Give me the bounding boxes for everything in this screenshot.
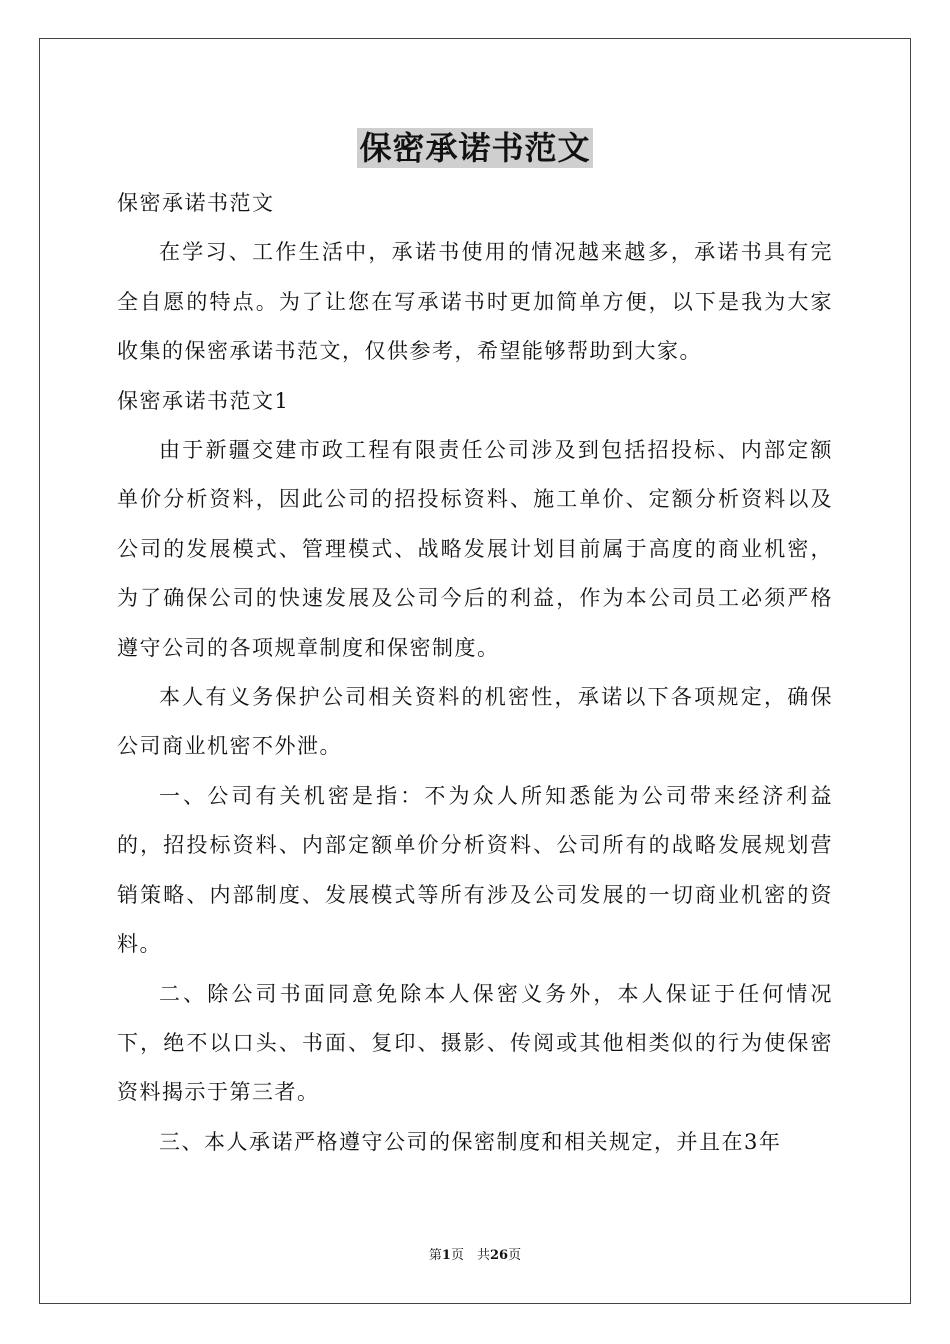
paragraph: 三、本人承诺严格遵守公司的保密制度和相关规定，并且在3年	[159, 1129, 782, 1154]
document-title: 保密承诺书范文	[359, 129, 591, 167]
paragraph: 在学习、工作生活中，承诺书使用的情况越来越多，承诺书具有完全自愿的特点。为了让您在写承诺书时更加简单方便，以下是我为大家收集的保密承诺书范文，仅供参考，希望能够帮助到大家。	[117, 240, 833, 364]
paragraph: 保密承诺书范文	[117, 191, 275, 215]
footer-current-page: 1	[441, 1248, 451, 1263]
paragraph: 一、公司有关机密是指：不为众人所知悉能为公司带来经济利益的，招投标资料、内部定额单价分析资料、公司所有的战略发展规划营销策略、内部制度、发展模式等所有涉及公司发展的一切商业机密的资料。	[117, 783, 833, 957]
page-footer	[0, 1247, 950, 1265]
footer-suffix: 页	[508, 1248, 522, 1263]
document-body	[117, 179, 833, 1167]
footer-total-pages: 26	[489, 1248, 509, 1263]
footer-mid: 页 共	[450, 1248, 490, 1263]
paragraph: 二、除公司书面同意免除本人保密义务外，本人保证于任何情况下，绝不以口头、书面、复印、摄影、传阅或其他相类似的行为使保密资料揭示于第三者。	[117, 981, 833, 1105]
title-container	[0, 128, 950, 168]
paragraph: 由于新疆交建市政工程有限责任公司涉及到包括招投标、内部定额单价分析资料，因此公司的招投标资料、施工单价、定额分析资料以及公司的发展模式、管理模式、战略发展计划目前属于高度的商业机密，为了确保公司的快速发展及公司今后的利益，作为本公司员工必须严格遵守公司的各项规章制度和保密制度。	[117, 438, 833, 660]
paragraph: 保密承诺书范文1	[117, 388, 290, 413]
paragraph: 本人有义务保护公司相关资料的机密性，承诺以下各项规定，确保公司商业机密不外泄。	[117, 685, 833, 759]
footer-prefix: 第	[428, 1248, 442, 1263]
